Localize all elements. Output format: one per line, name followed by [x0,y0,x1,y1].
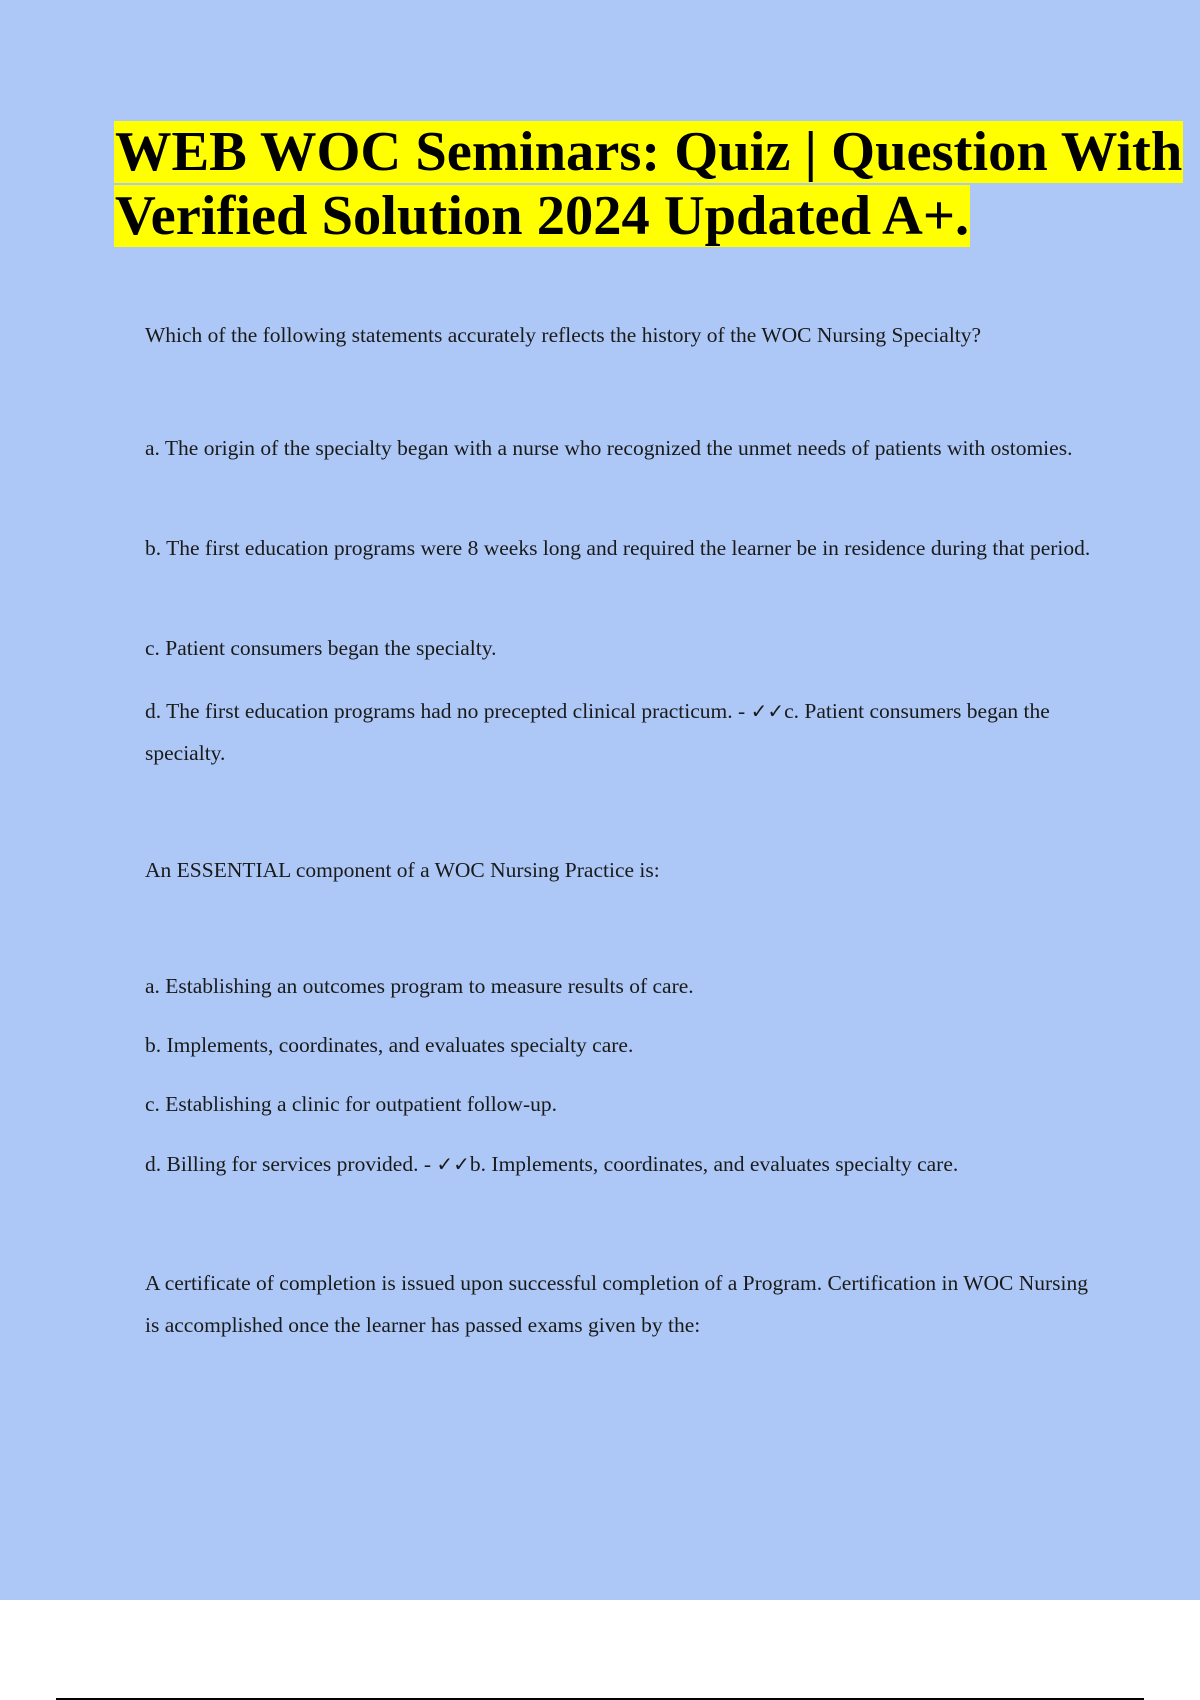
question-1-answer: c. Patient consumers began the specialty. [145,699,1050,765]
question-2-option-d: d. Billing for services provided. - [145,1152,432,1176]
question-2-option-d-with-answer [145,1143,1095,1185]
question-1-option-d: d. The first education programs had no precepted clinical practicum. - [145,699,746,723]
question-2-option-c: c. Establishing a clinic for outpatient follow-up. [145,1092,557,1116]
question-3-prompt: A certificate of completion is issued upon successful completion of a Program. Certification in WOC Nursing is accomplished once the learner has passed exams given by the: [145,1271,1089,1337]
question-1-prompt: Which of the following statements accurately reflects the history of the WOC Nursing Specialty? [145,323,982,347]
question-2-option-b: b. Implements, coordinates, and evaluates specialty care. [145,1033,634,1057]
question-2-answer: b. Implements, coordinates, and evaluates specialty care. [469,1152,959,1176]
question-2-option-a: a. Establishing an outcomes program to measure results of care. [145,974,694,998]
document-title [114,120,1190,248]
question-2-prompt: An ESSENTIAL component of a WOC Nursing Practice is: [145,858,660,882]
document-title-text: WEB WOC Seminars: Quiz | Question With Verified Solution 2024 Updated A+. [115,121,1183,247]
question-1-option-d-with-answer [145,690,1095,774]
question-1-option-a: a. The origin of the specialty began with a nurse who recognized the unmet needs of patients with ostomies. [145,436,1073,460]
checkmark-icon: ✓✓ [750,699,785,723]
question-1-option-b: b. The first education programs were 8 weeks long and required the learner be in residence during that period. [145,536,1091,560]
question-1-option-c: c. Patient consumers began the specialty. [145,636,497,660]
checkmark-icon: ✓✓ [436,1152,470,1176]
